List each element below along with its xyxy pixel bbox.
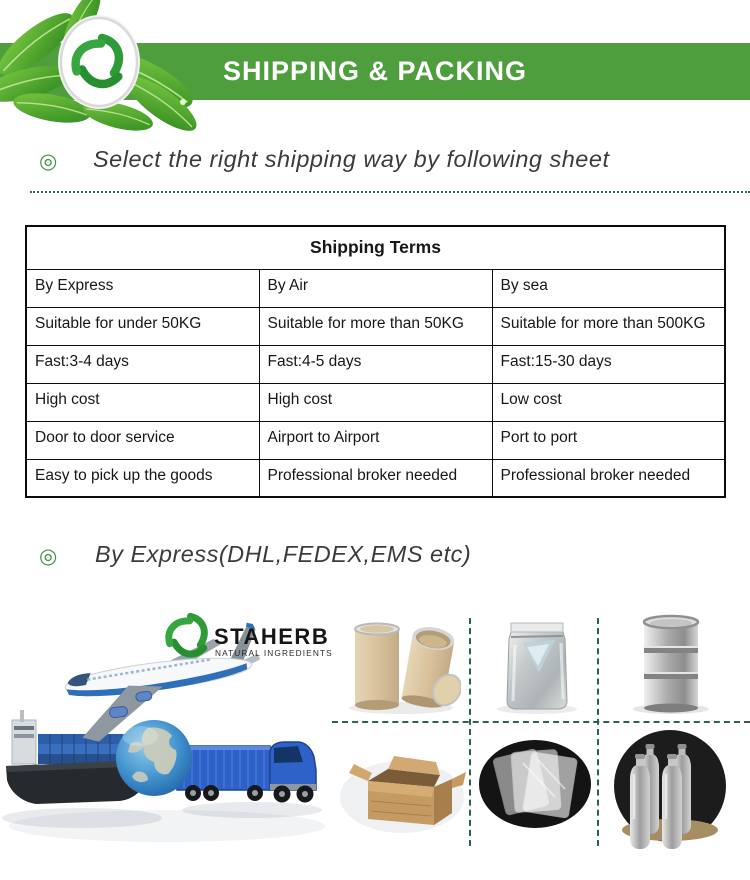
plastic-bags-image: [477, 727, 593, 841]
table-cell: High cost: [26, 383, 259, 421]
grid-divider: [332, 721, 750, 723]
truck-illustration: [177, 742, 316, 803]
table-cell: Fast:4-5 days: [259, 345, 492, 383]
table-cell: Airport to Airport: [259, 421, 492, 459]
table-cell: Fast:3-4 days: [26, 345, 259, 383]
table-cell: Suitable for more than 50KG: [259, 307, 492, 345]
target-bullet-icon: ◎: [39, 545, 58, 568]
table-cell: Easy to pick up the goods: [26, 459, 259, 497]
table-cell: Low cost: [492, 383, 725, 421]
section-heading-by-express: By Express(DHL,FEDEX,EMS etc): [95, 541, 472, 567]
steel-drum-image: [610, 608, 732, 718]
dotted-separator: [30, 191, 750, 193]
table-cell: High cost: [259, 383, 492, 421]
shipping-terms-table: [25, 225, 726, 498]
table-header-row: [26, 269, 725, 307]
table-cell: Door to door service: [26, 421, 259, 459]
table-row: [26, 459, 725, 497]
brand-tagline: NATURAL INGREDIENTS: [215, 648, 333, 658]
table-cell: Port to port: [492, 421, 725, 459]
column-header: By Air: [259, 269, 492, 307]
table-row: [26, 421, 725, 459]
table-cell: Fast:15-30 days: [492, 345, 725, 383]
brand-name: STAHERB: [214, 624, 330, 649]
table-cell: Suitable for more than 500KG: [492, 307, 725, 345]
table-cell: Suitable for under 50KG: [26, 307, 259, 345]
column-header: By Express: [26, 269, 259, 307]
table-title-row: [26, 226, 725, 269]
section-heading-shipping-way: Select the right shipping way by following sheet: [93, 146, 610, 172]
fiber-drums-image: [343, 614, 461, 716]
table-row: [26, 307, 725, 345]
grid-divider: [469, 618, 471, 846]
staherb-logo: [163, 616, 333, 660]
grid-divider: [597, 618, 599, 846]
target-bullet-icon: ◎: [39, 150, 58, 173]
column-header: By sea: [492, 269, 725, 307]
banner-title: SHIPPING & PACKING: [222, 56, 528, 86]
globe-illustration: [116, 720, 192, 796]
aluminum-bottles-image: [604, 724, 740, 850]
carton-box-image: [336, 731, 468, 841]
foil-bag-image: [483, 611, 591, 717]
table-row: [26, 345, 725, 383]
table-row: [26, 383, 725, 421]
table-cell: Professional broker needed: [492, 459, 725, 497]
shipping-scene-image: [2, 596, 334, 872]
table-title: Shipping Terms: [26, 226, 725, 269]
leaf-logo-icon: [0, 0, 218, 132]
table-cell: Professional broker needed: [259, 459, 492, 497]
